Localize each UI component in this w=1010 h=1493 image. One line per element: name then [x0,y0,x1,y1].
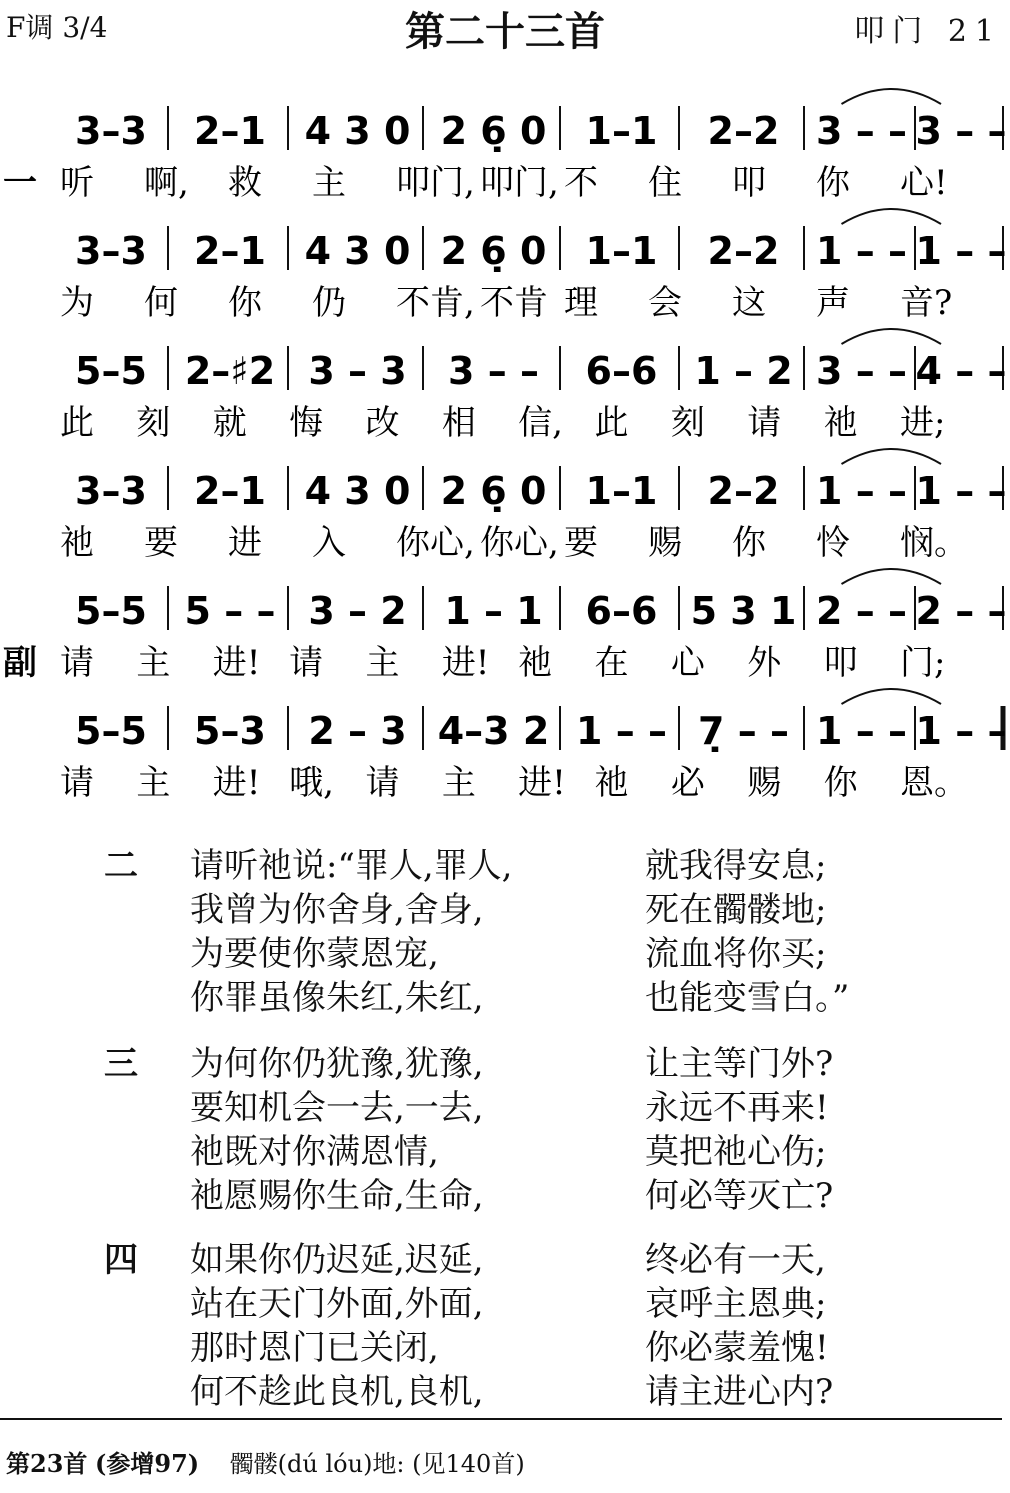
verse-line: 也能变雪白。” [645,978,850,1018]
measure-notes: 2–1 [194,229,266,273]
measure-notes: 3 – – [816,109,907,153]
measure-notes: 4 – – [915,349,1007,393]
tie-arc [842,89,942,104]
lyric-syllable: 住 [648,163,682,203]
verse-line: 祂既对你满恩情, [190,1132,439,1172]
verse-line: 你必蒙羞愧! [645,1328,829,1368]
measure-notes: 7̣ – – [698,709,789,753]
measure-notes: 6–6 [585,349,658,393]
measure-notes: 2 – 3 [308,709,407,753]
measure-notes: 2 – – [816,589,907,633]
lyric-syllable: 入 [312,523,346,563]
measure-notes: 3 – – [448,349,539,393]
verse-line: 莫把祂心伤; [645,1132,827,1172]
measure-notes: 2 – – [915,589,1007,633]
measure-notes: 1 – – [915,709,1007,753]
verse-line: 终必有一天, [645,1240,826,1280]
lyric-syllable: 此 [60,403,94,443]
measure-notes: 3 – 2 [308,589,407,633]
lyric-syllable: 此 [594,403,629,443]
tie-arc [842,329,942,344]
lyric-syllable: 悔 [289,403,324,443]
measure-notes: 5 – – [184,589,276,633]
lyric-syllable: 祂 [823,403,858,443]
lyric-syllable: 啊, [144,163,189,203]
lyric-syllable: 心 [670,643,705,683]
lyric-syllable: 救 [228,163,262,203]
measure-notes: 1–1 [585,229,658,273]
measure-notes: 4 3 0 [304,469,411,513]
measure-notes: 5–5 [75,349,147,393]
verse-line: 站在天门外面,外面, [190,1284,484,1324]
lyric-syllable: 叩 [732,163,766,203]
tie-arc [842,449,942,464]
measure-notes: 1 – – [816,469,907,513]
measure-notes: 2–♯2 [184,349,276,393]
measure-notes: 2–2 [707,109,780,153]
verse-line: 就我得安息; [645,846,827,886]
lyric-syllable: 你 [732,523,766,563]
lyric-syllable: 信, [518,403,563,443]
lyric-syllable: 进! [212,643,261,683]
lyric-label: 副 [3,643,37,683]
lyric-syllable: 你心, [480,523,559,563]
measure-notes: 3–3 [75,109,147,153]
measure-notes: 5–3 [194,709,266,753]
lyric-syllable: 理 [564,283,598,323]
lyric-syllable: 主 [441,763,476,803]
lyric-syllable: 怜 [816,523,850,563]
measure-notes: 1 – – [915,229,1007,273]
measure-notes: 1–1 [585,109,658,153]
measure-notes: 3–3 [75,469,147,513]
measure-notes: 1–1 [585,469,658,513]
lyric-syllable: 不肯, [396,283,475,323]
lyric-syllable: 悯。 [900,523,968,563]
lyric-syllable: 要 [564,523,598,563]
lyric-syllable: 进 [228,523,262,563]
lyric-syllable: 请 [747,403,782,443]
footer-ref: (参增97) [95,1449,200,1478]
verse-line: 为要使你蒙恩宠, [190,934,439,974]
verse-line: 祂愿赐你生命,生命, [190,1176,484,1216]
footer-see: (见140首) [412,1450,525,1478]
lyric-syllable: 祂 [594,763,629,803]
lyric-syllable: 进! [441,643,490,683]
lyric-syllable: 主 [365,643,400,683]
lyric-syllable: 主 [136,763,171,803]
lyric-syllable: 刻 [670,403,705,443]
lyric-syllable: 主 [312,163,346,203]
measure-notes: 2 6̣ 0 [440,469,547,513]
lyric-syllable: 就 [212,403,247,443]
verse-number: 三 [104,1044,138,1084]
verse-line: 如果你仍迟延,迟延, [190,1240,484,1280]
measure-notes: 3 – – [816,349,907,393]
measure-notes: 2–2 [707,469,780,513]
lyric-syllable: 在 [594,643,629,683]
measure-notes: 2–1 [194,469,266,513]
key-signature: F调 3/4 [6,11,108,44]
lyric-syllable: 你心, [396,523,475,563]
lyric-syllable: 请 [289,643,324,683]
lyric-syllable: 祂 [518,643,553,683]
lyric-syllable: 请 [60,763,94,803]
measure-notes: 5–5 [75,709,147,753]
measure-notes: 6–6 [585,589,658,633]
measure-notes: 2–1 [194,109,266,153]
lyric-syllable: 进! [212,763,261,803]
lyric-syllable: 这 [732,283,766,323]
verse-line: 你罪虽像朱红,朱红, [190,978,484,1018]
measure-notes: 1 – – [915,469,1007,513]
lyric-syllable: 声 [816,283,850,323]
verse-line: 何必等灭亡? [645,1176,834,1216]
measure-notes: 1 – – [816,709,907,753]
measure-notes: 2 6̣ 0 [440,229,547,273]
verse-line: 要知机会一去,一去, [190,1088,484,1128]
lyric-syllable: 要 [144,523,178,563]
lyric-syllable: 哦, [289,763,334,803]
music-score [0,60,1010,820]
verse-line: 死在髑髅地; [645,890,827,930]
lyric-syllable: 进! [518,763,566,803]
lyric-syllable: 音? [900,283,953,323]
lyric-syllable: 门; [900,643,946,683]
measure-notes: 5 3 1 [690,589,797,633]
lyric-syllable: 不肯 [480,283,548,323]
lyric-syllable: 叩门, [396,163,475,203]
lyric-label: 一 [3,163,37,203]
hymn-title: 第二十三首 [405,8,605,55]
footer-note [6,1444,525,1479]
lyric-syllable: 为 [60,283,94,323]
lyric-syllable: 进; [900,403,946,443]
measure-notes: 3 – – [915,109,1007,153]
lyric-syllable: 你 [823,763,858,803]
lyric-syllable: 外 [747,643,782,683]
measure-notes: 5–5 [75,589,147,633]
lyric-syllable: 相 [441,403,476,443]
lyric-syllable: 恩。 [900,763,968,803]
lyric-syllable: 不 [564,163,598,203]
measure-notes: 1 – – [576,709,667,753]
measure-notes: 4 3 0 [304,229,411,273]
verse-line: 请主进心内? [645,1372,834,1412]
lyric-syllable: 祂 [60,523,94,563]
lyric-syllable: 赐 [648,523,682,563]
lyric-syllable: 主 [136,643,171,683]
lyric-syllable: 赐 [747,763,782,803]
verse-number: 二 [104,846,138,886]
lyric-syllable: 仍 [312,283,346,323]
measure-notes: 3–3 [75,229,147,273]
lyric-syllable: 改 [365,403,400,443]
footer-term: 髑髅(dú lóu)地: [229,1450,405,1478]
lyric-syllable: 何 [144,283,178,323]
tie-arc [842,569,942,584]
lyric-syllable: 会 [648,283,682,323]
lyric-syllable: 你 [228,283,262,323]
verse-line: 为何你仍犹豫,犹豫, [190,1044,484,1084]
lyric-syllable: 听 [60,163,94,203]
measure-notes: 1 – 1 [444,589,543,633]
lyric-syllable: 刻 [136,403,171,443]
lyric-syllable: 心! [900,163,948,203]
lyric-syllable: 必 [670,763,705,803]
footer-number: 第23首 [6,1449,88,1478]
verse-line: 流血将你买; [645,934,827,974]
verse-line: 那时恩门已关闭, [190,1328,439,1368]
tie-arc [842,209,942,224]
measure-notes: 1 – – [816,229,907,273]
lyric-syllable: 叩门, [480,163,559,203]
verse-line: 永远不再来! [645,1088,829,1128]
page-header [0,0,1010,60]
verse-line: 我曾为你舍身,舍身, [190,890,484,930]
tune-name: 叩门 21 [854,14,1002,49]
verse-number: 四 [104,1240,138,1280]
measure-notes: 2 6̣ 0 [440,109,547,153]
lyric-syllable: 叩 [823,643,858,683]
measure-notes: 2–2 [707,229,780,273]
measure-notes: 1 – 2 [694,349,793,393]
lyric-syllable: 请 [60,643,94,683]
tie-arc [842,689,942,704]
footer-divider [0,1418,1002,1420]
verse-line: 何不趁此良机,良机, [190,1372,484,1412]
measure-notes: 4 3 0 [304,109,411,153]
measure-notes: 4–3 2 [437,709,550,753]
verse-line: 请听祂说:“罪人,罪人, [190,846,513,886]
verse-line: 哀呼主恩典; [645,1284,827,1324]
lyric-syllable: 你 [816,163,850,203]
measure-notes: 3 – 3 [308,349,407,393]
verse-line: 让主等门外? [645,1044,834,1084]
lyric-syllable: 请 [365,763,400,803]
